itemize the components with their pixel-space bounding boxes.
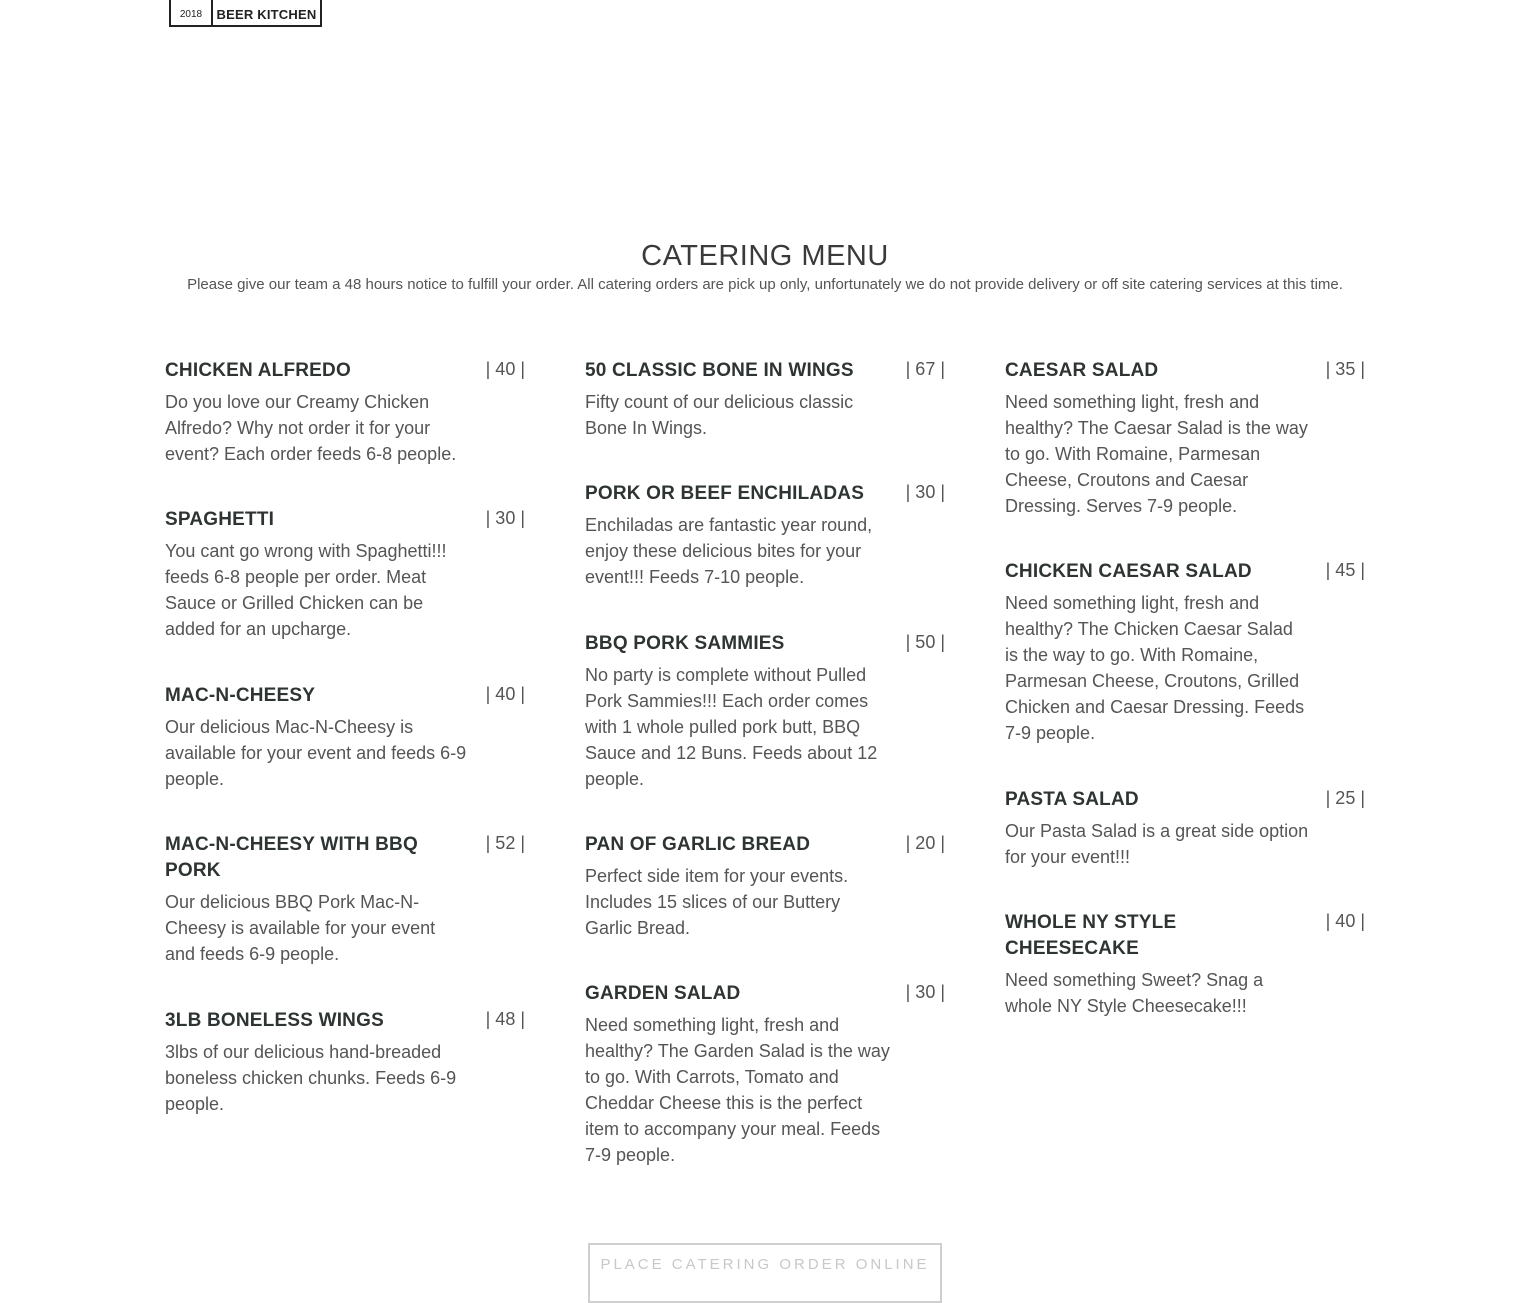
item-price: | 45 | — [1325, 560, 1365, 580]
item-name: CAESAR SALAD — [1005, 360, 1159, 381]
item-price: | 67 | — [905, 359, 945, 379]
item-name: MAC-N-CHEESY — [165, 685, 316, 706]
item-description: 3lbs of our delicious hand-breaded boneless chicken chunks. Feeds 6-9 people. — [165, 1042, 457, 1114]
item-description: Our delicious BBQ Pork Mac-N-Cheesy is available for your event and feeds 6-9 people. — [165, 892, 436, 964]
item-description: Need something light, fresh and healthy? The Garden Salad is the way to go. With Carrots, Tomato and Cheddar Cheese this is the perfect item to accompany your meal. Feeds 7-9 people. — [585, 1015, 890, 1165]
menu-item-bone-in-wings — [585, 358, 945, 441]
item-price: | 35 | — [1325, 359, 1365, 379]
item-name: PAN OF GARLIC BREAD — [585, 834, 811, 855]
item-name: CHICKEN ALFREDO — [165, 360, 351, 381]
item-description: You cant go wrong with Spaghetti!!! feeds 6-8 people per order. Meat Sauce or Grilled Chicken can be added for an upcharge. — [165, 541, 447, 639]
place-catering-order-button[interactable]: PLACE CATERING ORDER ONLINE — [588, 1243, 942, 1303]
item-description: Fifty count of our delicious classic Bone In Wings. — [585, 392, 854, 438]
item-price: | 40 | — [485, 684, 525, 704]
menu-item-garlic-bread — [585, 832, 945, 941]
menu-item-pasta-salad — [1005, 787, 1365, 870]
menu-item-boneless-wings — [165, 1008, 525, 1117]
item-name: GARDEN SALAD — [585, 983, 741, 1004]
item-description: Need something light, fresh and healthy? The Chicken Caesar Salad is the way to go. With Romaine, Parmesan Cheese, Croutons, Grilled Chicken and Caesar Dressing. Feeds 7-9 people. — [1005, 593, 1305, 743]
item-price: | 30 | — [905, 482, 945, 502]
menu-item-cheesecake — [1005, 910, 1365, 1019]
item-name: BBQ PORK SAMMIES — [585, 633, 785, 654]
item-name: PASTA SALAD — [1005, 789, 1139, 810]
item-name: PORK OR BEEF ENCHILADAS — [585, 483, 865, 504]
menu-item-caesar-salad — [1005, 358, 1365, 519]
menu-item-enchiladas — [585, 481, 945, 590]
item-name: MAC-N-CHEESY WITH BBQ PORK — [165, 834, 418, 881]
item-description: Do you love our Creamy Chicken Alfredo? Why not order it for your event? Each order feeds 6-8 people. — [165, 392, 457, 464]
item-price: | 40 | — [485, 359, 525, 379]
item-price: | 20 | — [905, 833, 945, 853]
logo-name: BEER KITCHEN — [216, 6, 317, 22]
item-price: | 30 | — [485, 508, 525, 528]
logo-year: 2018 — [171, 0, 213, 25]
item-price: | 52 | — [485, 833, 525, 853]
item-description: Need something light, fresh and healthy? The Caesar Salad is the way to go. With Romaine, Parmesan Cheese, Croutons and Caesar Dressing. Serves 7-9 people. — [1005, 392, 1308, 516]
menu-item-spaghetti — [165, 507, 525, 642]
menu-item-chicken-alfredo — [165, 358, 525, 467]
item-description: Our Pasta Salad is a great side option for your event!!! — [1005, 821, 1309, 867]
menu-item-mac-n-cheesy-bbq-pork — [165, 832, 525, 967]
item-name: 50 CLASSIC BONE IN WINGS — [585, 360, 854, 381]
item-description: Need something Sweet? Snag a whole NY Style Cheesecake!!! — [1005, 970, 1264, 1016]
item-description: Perfect side item for your events. Includes 15 slices of our Buttery Garlic Bread. — [585, 866, 849, 938]
menu-item-bbq-pork-sammies — [585, 631, 945, 792]
page-subtitle: Please give our team a 48 hours notice to fulfill your order. All catering orders are pick up only, unfortunately we do not provide delivery or off site catering services at this time. — [187, 276, 1343, 293]
item-description: Enchiladas are fantastic year round, enjoy these delicious bites for your event!!! Feeds 7-10 people. — [585, 515, 873, 587]
item-name: SPAGHETTI — [165, 509, 275, 530]
item-price: | 40 | — [1325, 911, 1365, 931]
menu-item-chicken-caesar-salad — [1005, 559, 1365, 746]
item-name: CHICKEN CAESAR SALAD — [1005, 561, 1252, 582]
item-name: WHOLE NY STYLE CHEESECAKE — [1005, 912, 1177, 959]
menu-item-mac-n-cheesy — [165, 683, 525, 792]
item-price: | 30 | — [905, 982, 945, 1002]
item-price: | 48 | — [485, 1009, 525, 1029]
item-description: No party is complete without Pulled Pork Sammies!!! Each order comes with 1 whole pulled pork butt, BBQ Sauce and 12 Buns. Feeds about 12 people. — [585, 665, 878, 789]
page-title: CATERING MENU — [641, 240, 889, 272]
brand-logo[interactable] — [169, 0, 322, 27]
item-price: | 50 | — [905, 632, 945, 652]
item-description: Our delicious Mac-N-Cheesy is available for your event and feeds 6-9 people. — [165, 717, 467, 789]
menu-item-garden-salad — [585, 981, 945, 1168]
item-name: 3LB BONELESS WINGS — [165, 1010, 384, 1031]
item-price: | 25 | — [1325, 788, 1365, 808]
